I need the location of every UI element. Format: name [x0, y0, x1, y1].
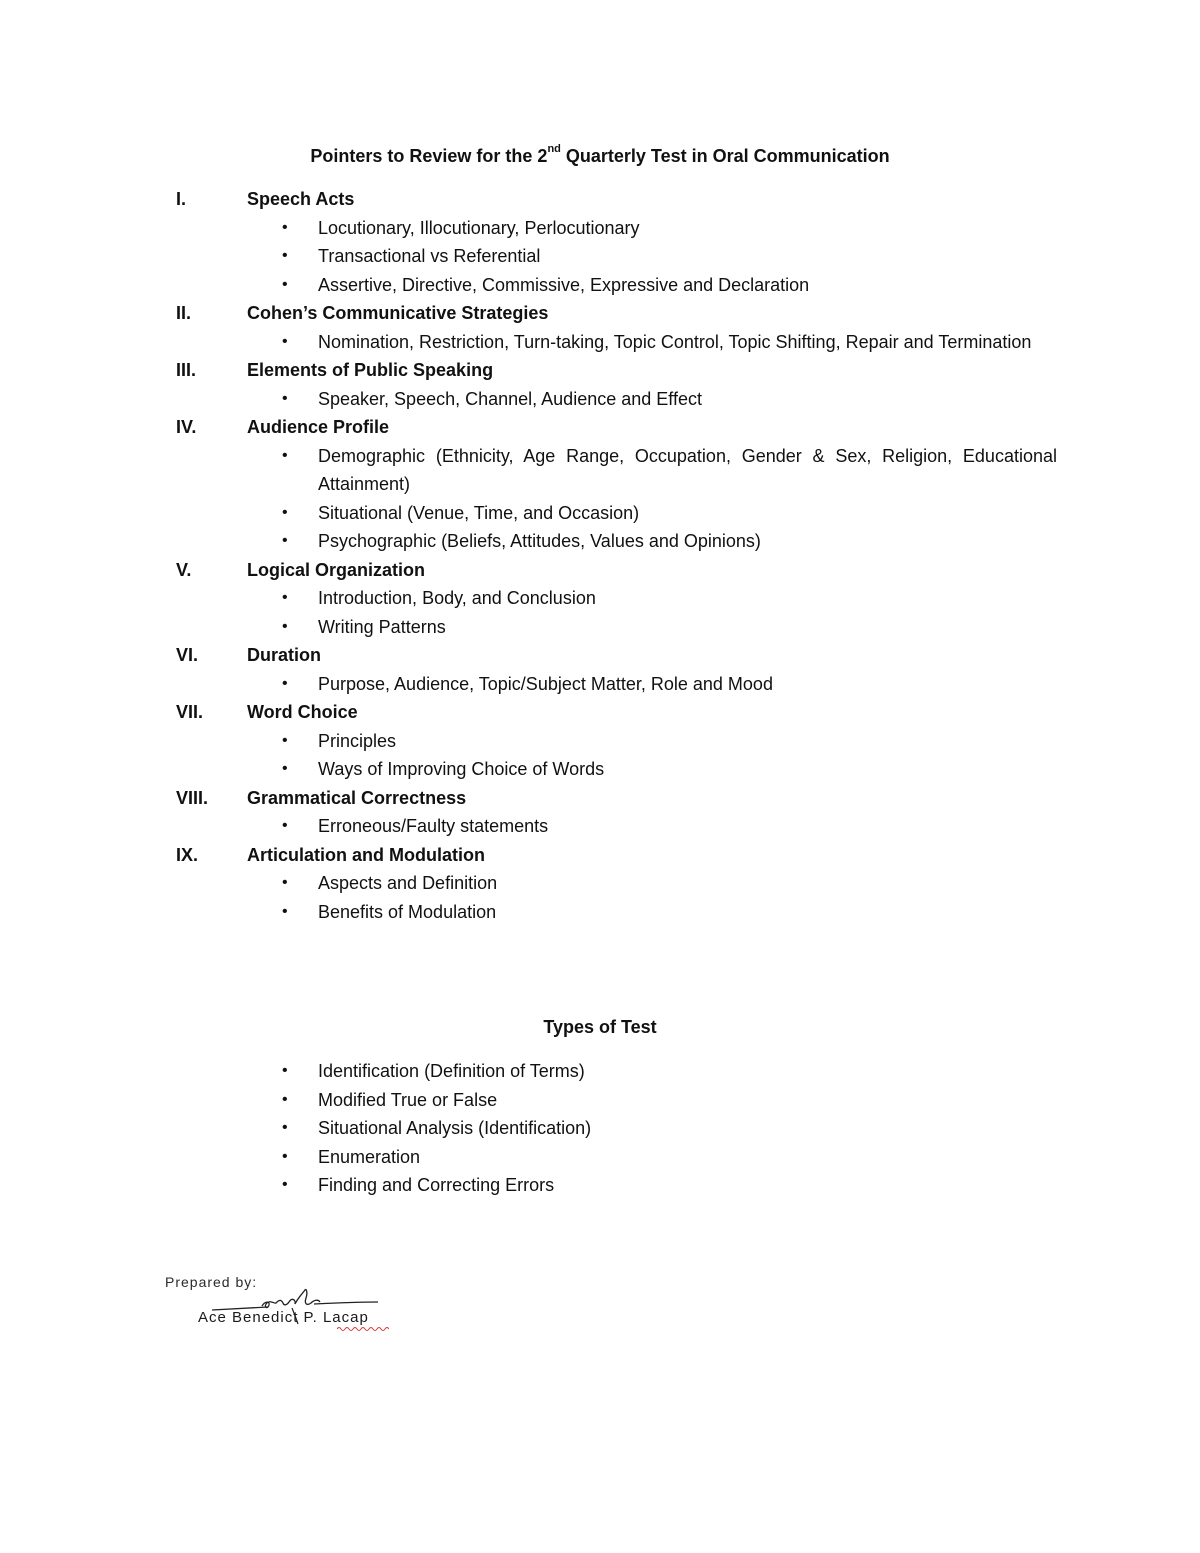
bullet-icon: • — [282, 589, 288, 606]
bullet-icon: • — [282, 275, 288, 293]
list-item — [0, 727, 1200, 756]
bullet-icon: • — [282, 446, 288, 464]
list-item — [0, 214, 1200, 243]
bullet-icon: • — [282, 1119, 288, 1136]
list-item — [0, 527, 1200, 556]
test-type-text: Finding and Correcting Errors — [318, 1175, 555, 1195]
list-item-text: Psychographic (Beliefs, Attitudes, Values and Opinions) — [318, 531, 761, 551]
list-item — [0, 499, 1200, 528]
section-heading — [0, 556, 1200, 585]
section-title: Audience Profile — [247, 417, 390, 437]
section-numeral: V. — [176, 559, 192, 580]
list-item-text: Locutionary, Illocutionary, Perlocutionary — [318, 217, 640, 238]
test-type-item — [0, 1057, 1200, 1086]
list-item — [0, 271, 1200, 300]
types-of-test-list — [0, 1057, 1200, 1200]
section-numeral: II. — [176, 303, 192, 323]
section-numeral: VIII. — [176, 787, 209, 808]
list-item-text: Purpose, Audience, Topic/Subject Matter, Role and Mood — [318, 673, 773, 694]
bullet-icon: • — [282, 1147, 288, 1165]
bullet-icon: • — [282, 731, 288, 749]
test-type-text: Modified True or False — [318, 1089, 498, 1110]
preparer-name: Ace Benedict P. Lacap — [198, 1309, 369, 1326]
bullet-icon: • — [282, 532, 288, 549]
list-item — [0, 812, 1200, 841]
list-item — [0, 670, 1200, 699]
section-heading — [0, 841, 1200, 870]
list-item-text: Assertive, Directive, Commissive, Expressive and Declaration — [318, 274, 810, 295]
section-title: Word Choice — [247, 702, 358, 722]
spellcheck-underline — [337, 1326, 389, 1332]
bullet-icon: • — [282, 1176, 288, 1193]
section-numeral: IX. — [176, 844, 199, 865]
prepared-by-label: Prepared by: — [165, 1274, 258, 1290]
test-type-item — [0, 1143, 1200, 1172]
bullet-icon: • — [282, 902, 288, 920]
bullet-icon: • — [282, 760, 288, 777]
test-type-text: Identification (Definition of Terms) — [318, 1061, 585, 1081]
title-prefix: Pointers to Review for the 2 — [310, 146, 548, 166]
section-heading — [0, 698, 1200, 727]
list-item-text: Principles — [318, 730, 397, 751]
section-heading — [0, 784, 1200, 813]
types-of-test-heading: Types of Test — [543, 1017, 657, 1037]
title-superscript: nd — [547, 143, 561, 155]
list-item — [0, 869, 1200, 898]
list-item — [0, 755, 1200, 784]
bullet-icon: • — [282, 817, 288, 834]
list-item — [0, 613, 1200, 642]
list-item-text: Transactional vs Referential — [318, 246, 541, 266]
list-item-text: Speaker, Speech, Channel, Audience and Effect — [318, 388, 702, 409]
section-numeral: VI. — [176, 645, 199, 665]
list-item-text: Ways of Improving Choice of Words — [318, 759, 605, 779]
list-item-text: Demographic (Ethnicity, Age Range, Occupation, Gender & Sex, Religion, Educational Attainment) — [318, 445, 1057, 494]
section-numeral: I. — [176, 189, 187, 209]
test-type-item — [0, 1114, 1200, 1143]
section-numeral: IV. — [176, 417, 197, 437]
section-title: Elements of Public Speaking — [247, 360, 494, 380]
bullet-icon: • — [282, 674, 288, 692]
list-item — [0, 442, 1200, 499]
document-title — [0, 144, 1200, 168]
section-heading — [0, 299, 1200, 328]
bullet-icon: • — [282, 1090, 288, 1108]
list-item-text: Aspects and Definition — [318, 873, 498, 893]
list-item-text: Situational (Venue, Time, and Occasion) — [318, 502, 640, 523]
section-title: Grammatical Correctness — [247, 787, 467, 808]
list-item — [0, 328, 1200, 357]
list-item — [0, 584, 1200, 613]
section-title: Logical Organization — [247, 559, 426, 580]
test-type-text: Situational Analysis (Identification) — [318, 1118, 592, 1138]
section-heading — [0, 356, 1200, 385]
test-type-text: Enumeration — [318, 1146, 421, 1167]
review-outline — [0, 185, 1200, 926]
section-heading — [0, 641, 1200, 670]
bullet-icon: • — [282, 874, 288, 891]
bullet-icon: • — [282, 332, 288, 350]
test-type-item — [0, 1086, 1200, 1115]
section-numeral: III. — [176, 360, 197, 380]
section-title: Speech Acts — [247, 189, 355, 209]
list-item-text: Writing Patterns — [318, 616, 446, 637]
section-title: Cohen’s Communicative Strategies — [247, 303, 549, 323]
bullet-icon: • — [282, 247, 288, 264]
title-suffix: Quarterly Test in Oral Communication — [560, 146, 890, 166]
section-title: Articulation and Modulation — [247, 844, 485, 865]
bullet-icon: • — [282, 617, 288, 635]
list-item-text: Nomination, Restriction, Turn-taking, Topic Control, Topic Shifting, Repair and Termination — [318, 331, 1032, 352]
list-item-text: Introduction, Body, and Conclusion — [318, 588, 596, 608]
section-heading — [0, 185, 1200, 214]
list-item-text: Benefits of Modulation — [318, 901, 497, 922]
bullet-icon: • — [282, 503, 288, 521]
section-title: Duration — [247, 645, 321, 665]
bullet-icon: • — [282, 389, 288, 407]
bullet-icon: • — [282, 218, 288, 236]
section-numeral: VII. — [176, 702, 204, 722]
list-item — [0, 898, 1200, 927]
list-item-text: Erroneous/Faulty statements — [318, 816, 549, 836]
section-heading — [0, 413, 1200, 442]
list-item — [0, 242, 1200, 271]
list-item — [0, 385, 1200, 414]
test-type-item — [0, 1171, 1200, 1200]
bullet-icon: • — [282, 1062, 288, 1079]
